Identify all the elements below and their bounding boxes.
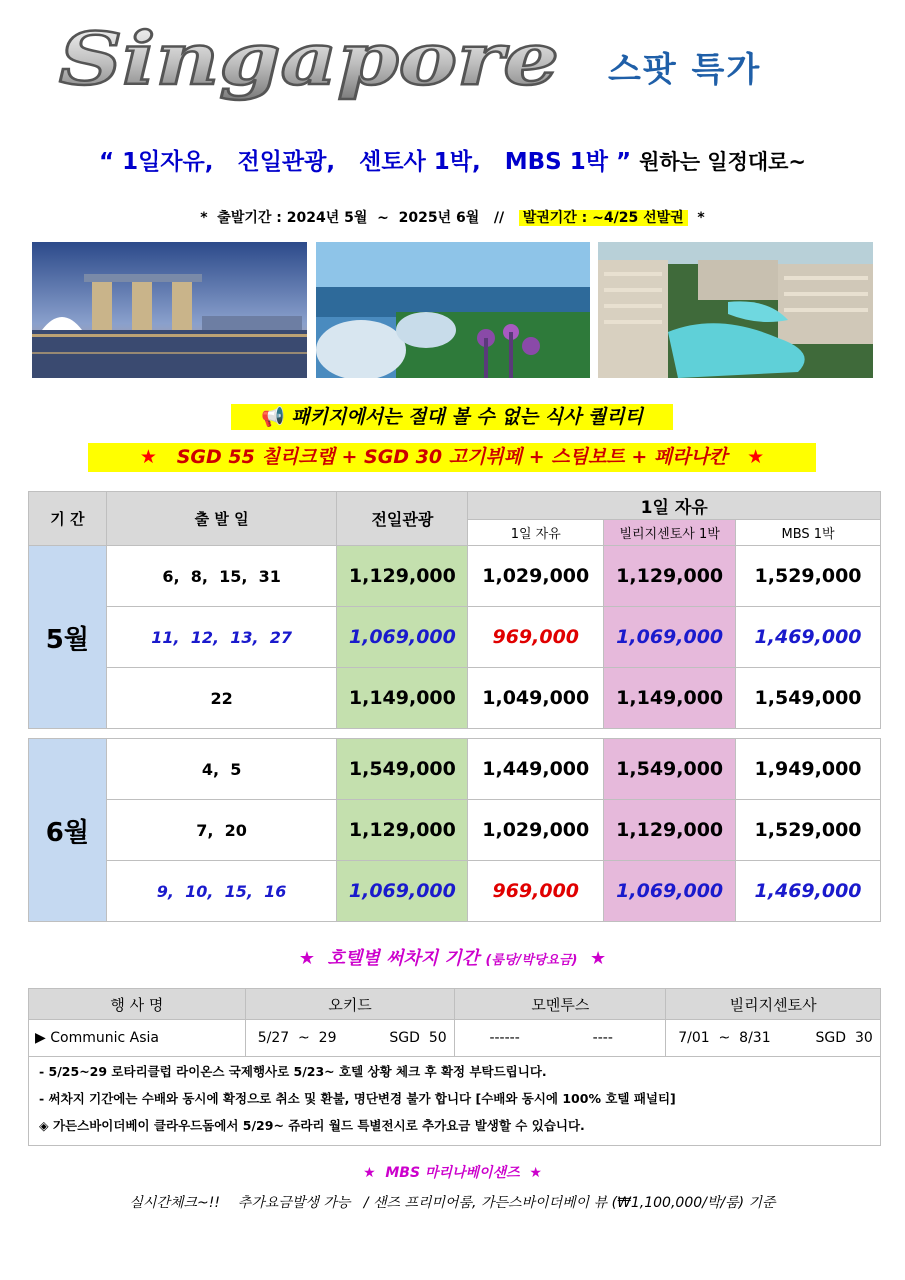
village-dates: 7/01 ~ 8/31 <box>678 1030 771 1046</box>
momentus-header: 모멘투스 <box>455 989 666 1020</box>
table-row <box>29 668 881 729</box>
event-marker: ▶ <box>35 1030 46 1046</box>
free-day-header: 1일 자유 <box>468 520 604 546</box>
free-day-price: 1,449,000 <box>468 739 604 800</box>
month-label: 5월 <box>29 546 107 729</box>
momentus-dates: ------ <box>489 1030 520 1046</box>
mbs-price: 1,529,000 <box>736 800 881 861</box>
page-subtitle: 스팟 특가 <box>608 50 762 90</box>
travel-dates <box>0 207 905 227</box>
village-sentosa-header: 빌리지센토사 <box>666 989 881 1020</box>
sentosa-price: 1,069,000 <box>604 861 736 922</box>
june-rows <box>29 739 881 922</box>
megaphone-icon: 📢 <box>260 406 285 428</box>
free-day-price: 1,029,000 <box>468 546 604 607</box>
full-tour-price: 1,149,000 <box>337 668 468 729</box>
surcharge-title-note: (룸당/박당요금) <box>485 953 578 968</box>
meal-quality-text: 패키지에서는 절대 볼 수 없는 식사 퀄리티 <box>291 406 643 428</box>
full-tour-price: 1,549,000 <box>337 739 468 800</box>
note-line: ◈ 가든스바이더베이 클라우드돔에서 5/29~ 쥬라리 월드 특별전시로 추가요금 발생할 수 있습니다. <box>39 1118 585 1133</box>
departure-dates: 11, 12, 13, 27 <box>106 607 337 668</box>
event-name: Communic Asia <box>50 1030 159 1046</box>
free-day-price: 969,000 <box>468 861 604 922</box>
free-day-price: 1,029,000 <box>468 800 604 861</box>
full-tour-price: 1,069,000 <box>337 607 468 668</box>
orchid-cell <box>245 1020 455 1057</box>
sentosa-price: 1,149,000 <box>604 668 736 729</box>
table-row <box>29 861 881 922</box>
surcharge-title-text: 호텔별 써차지 기간 <box>327 948 480 969</box>
free-day-price: 969,000 <box>468 607 604 668</box>
departure-dates: 9, 10, 15, 16 <box>106 861 337 922</box>
village-price: SGD 30 <box>815 1030 873 1046</box>
departure-period: * 출발기간 : 2024년 5월 ~ 2025년 6월 // <box>200 210 505 226</box>
event-cell <box>29 1020 246 1057</box>
meal-quality-banner <box>231 404 673 430</box>
free-day-price: 1,049,000 <box>468 668 604 729</box>
orchid-header: 오키드 <box>245 989 455 1020</box>
meal-list-text: SGD 55 칠리크랩 + SGD 30 고기뷔페 + 스팀보트 + 페라나칸 <box>176 446 728 468</box>
marina-bay-sands-photo <box>32 242 307 378</box>
star-icon: ★ <box>747 446 765 468</box>
period-header: 기 간 <box>29 492 107 546</box>
departure-dates: 22 <box>106 668 337 729</box>
notes-box <box>28 1056 881 1146</box>
mbs-price: 1,949,000 <box>736 739 881 800</box>
table-row <box>29 607 881 668</box>
svg-text:Singapore: Singapore <box>59 18 559 101</box>
free-day-group-header: 1일 자유 <box>468 492 881 520</box>
orchid-price: SGD 50 <box>389 1030 447 1046</box>
note-line: - 5/25~29 로타리클럽 라이온스 국제행사로 5/23~ 호텔 상황 체크 후 확정 부탁드립니다. <box>39 1064 547 1079</box>
full-tour-price: 1,129,000 <box>337 546 468 607</box>
mbs-price: 1,469,000 <box>736 607 881 668</box>
mbs-title: ★ MBS 마리나베이샌즈 ★ <box>363 1165 542 1181</box>
ticketing-period: 발권기간 : ~4/25 선발권 <box>519 210 688 226</box>
headline-tail: 원하는 일정대로~ <box>639 150 807 174</box>
orchid-dates: 5/27 ~ 29 <box>257 1030 337 1046</box>
momentus-cell <box>455 1020 666 1057</box>
mbs-price: 1,549,000 <box>736 668 881 729</box>
departure-header: 출 발 일 <box>106 492 337 546</box>
departure-dates: 6, 8, 15, 31 <box>106 546 337 607</box>
departure-dates: 4, 5 <box>106 739 337 800</box>
table-row <box>29 739 881 800</box>
meal-list-banner <box>88 443 816 472</box>
village-cell <box>666 1020 881 1057</box>
mbs-price: 1,469,000 <box>736 861 881 922</box>
full-tour-header: 전일관광 <box>337 492 468 546</box>
month-label: 6월 <box>29 739 107 922</box>
event-name-header: 행 사 명 <box>29 989 246 1020</box>
gardens-by-the-bay-photo <box>316 242 590 378</box>
may-rows <box>29 546 881 729</box>
resort-pool-photo <box>598 242 873 378</box>
table-row <box>29 800 881 861</box>
singapore-logo <box>55 18 575 108</box>
note-line: - 써차지 기간에는 수배와 동시에 확정으로 취소 및 환불, 명단변경 불가 합니다 [수배와 동시에 100% 호텔 패널티] <box>39 1091 676 1106</box>
surcharge-title: ★ 호텔별 써차지 기간 (룸당/박당요금) ★ <box>298 948 607 969</box>
mbs-note: 실시간체크~!! 추가요금발생 가능 / 샌즈 프리미어룸, 가든스바이더베이 뷰 (₩1,100,000/박/룸) 기준 <box>129 1195 776 1211</box>
price-table <box>28 491 881 922</box>
mbs-header: MBS 1박 <box>736 520 881 546</box>
sentosa-header: 빌리지센토사 1박 <box>604 520 736 546</box>
headline-options: “ 1일자유, 전일관광, 센토사 1박, MBS 1박 ” <box>98 149 632 175</box>
sentosa-price: 1,129,000 <box>604 546 736 607</box>
momentus-price: ---- <box>592 1030 613 1046</box>
full-tour-price: 1,069,000 <box>337 861 468 922</box>
dates-suffix: * <box>697 210 705 226</box>
sentosa-price: 1,129,000 <box>604 800 736 861</box>
sentosa-price: 1,549,000 <box>604 739 736 800</box>
star-icon: ★ <box>139 446 157 468</box>
full-tour-price: 1,129,000 <box>337 800 468 861</box>
sentosa-price: 1,069,000 <box>604 607 736 668</box>
surcharge-table <box>28 988 881 1057</box>
headline <box>0 143 905 176</box>
departure-dates: 7, 20 <box>106 800 337 861</box>
table-row <box>29 546 881 607</box>
mbs-price: 1,529,000 <box>736 546 881 607</box>
